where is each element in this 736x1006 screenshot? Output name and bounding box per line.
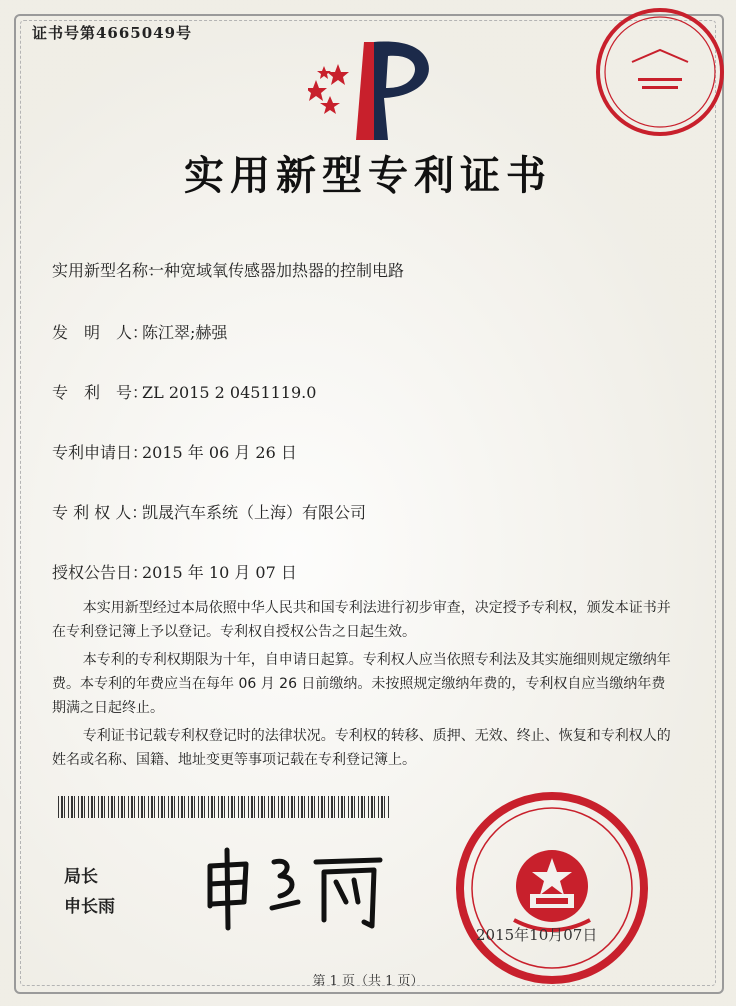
- paragraph-legal-status: 专利证书记载专利权登记时的法律状况。专利权的转移、质押、无效、终止、恢复和专利权人的姓名或名称、国籍、地址变更等事项记载在专利登记簿上。: [52, 728, 671, 768]
- field-label: 专利申请日：: [52, 443, 149, 462]
- director-title: 局长: [64, 867, 98, 887]
- paragraph-term: 本专利的专利权期限为十年，自申请日起算。专利权人应当依照专利法及其实施细则规定缴纳年费。本专利的年费应当在每年 06 月 26 日前缴纳。未按照规定缴纳年费的，专利权自应当缴纳年费期满之日起终止。: [52, 652, 671, 716]
- director-name: 申长雨: [64, 897, 115, 917]
- field-grant-date: [52, 560, 297, 583]
- field-patentee: [52, 500, 366, 523]
- barcode: [58, 796, 390, 818]
- field-value: ZL 2015 2 0451119.0: [142, 383, 317, 402]
- certificate-number: 证书号第4665049号: [32, 24, 193, 42]
- page-footer: 第 1 页（共 1 页）: [312, 974, 424, 989]
- page-title: 实用新型专利证书: [184, 152, 552, 199]
- field-label: 专 利 权 人：: [52, 503, 148, 522]
- field-patent-number: [52, 380, 316, 403]
- director-signature: [196, 836, 396, 936]
- issue-date: 2015年10月07日: [476, 926, 598, 944]
- field-application-date: [52, 440, 297, 463]
- field-value: 2015 年 10 月 07 日: [142, 563, 297, 582]
- field-value: 凯晟汽车系统（上海）有限公司: [142, 503, 367, 522]
- paragraph-grant: 本实用新型经过本局依照中华人民共和国专利法进行初步审查，决定授予专利权，颁发本证书并在专利登记簿上予以登记。专利权自授权公告之日起生效。: [52, 600, 671, 640]
- field-value: 2015 年 06 月 26 日: [142, 443, 297, 462]
- sipo-logo: [308, 36, 448, 146]
- field-label: 发 明 人：: [52, 323, 149, 342]
- tax-stamp-small: [592, 4, 728, 140]
- sipo-official-seal: [454, 790, 650, 986]
- field-inventor: [52, 320, 227, 343]
- field-label: 专 利 号：: [52, 383, 149, 402]
- field-label: 实用新型名称：: [52, 261, 165, 280]
- field-utility-model-name: [52, 258, 404, 281]
- field-value: 陈江翠;赫强: [142, 323, 228, 342]
- field-label: 授权公告日：: [52, 563, 149, 582]
- field-value: 一种宽域氧传感器加热器的控制电路: [148, 261, 405, 280]
